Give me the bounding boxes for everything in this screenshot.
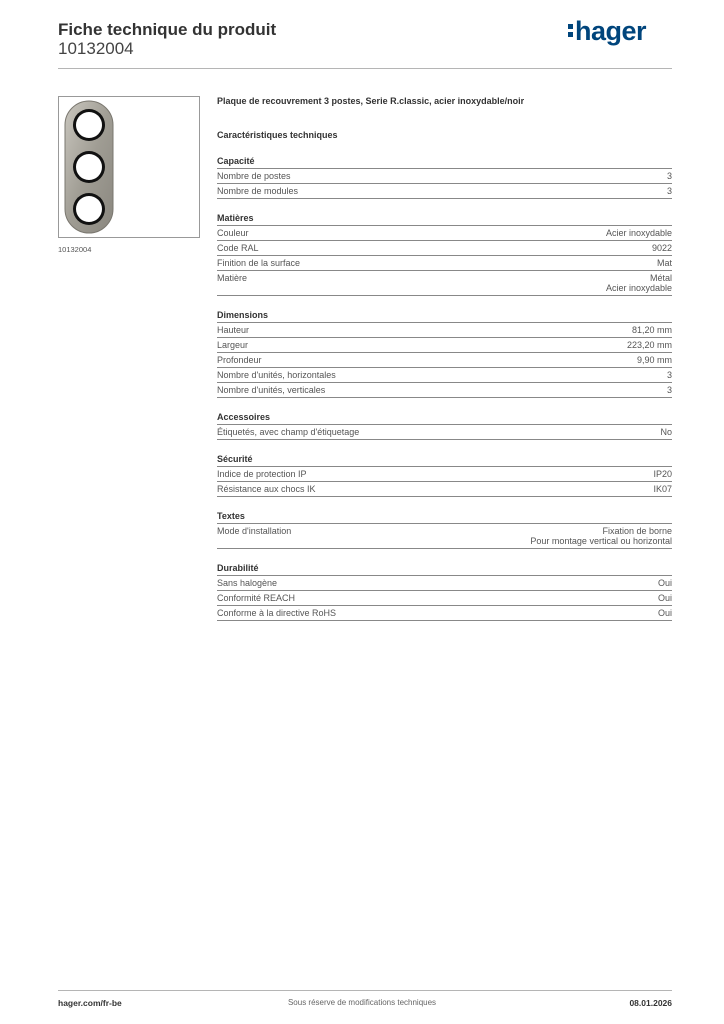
spec-value-line: 3 bbox=[666, 370, 672, 380]
footer-disclaimer: Sous réserve de modifications techniques bbox=[287, 998, 437, 1007]
section-title: Accessoires bbox=[217, 412, 672, 425]
spec-value bbox=[667, 385, 672, 395]
spec-value-line: IK07 bbox=[653, 484, 672, 494]
section-title: Matières bbox=[217, 213, 672, 226]
spec-value-line: Fixation de borne bbox=[602, 526, 672, 536]
footer-website[interactable]: hager.com/fr-be bbox=[58, 998, 122, 1008]
spec-value bbox=[658, 578, 672, 588]
spec-label: Nombre de postes bbox=[217, 171, 291, 181]
spec-label: Nombre de modules bbox=[217, 186, 299, 196]
spec-value bbox=[657, 258, 672, 268]
spec-label: Étiquetés, avec champ d'étiquetage bbox=[217, 427, 360, 437]
spec-value bbox=[660, 427, 672, 437]
spec-label: Nombre d'unités, horizontales bbox=[217, 370, 336, 380]
spec-value bbox=[667, 171, 672, 181]
spec-row bbox=[217, 524, 672, 549]
spec-value-line: 3 bbox=[666, 385, 672, 395]
spec-label: Profondeur bbox=[217, 355, 262, 365]
spec-value bbox=[606, 228, 672, 238]
spec-label: Résistance aux chocs IK bbox=[217, 484, 316, 494]
spec-row bbox=[217, 241, 672, 256]
spec-label: Conformité REACH bbox=[217, 593, 296, 603]
spec-section bbox=[217, 310, 672, 398]
spec-row bbox=[217, 591, 672, 606]
section-title: Sécurité bbox=[217, 454, 672, 467]
spec-row bbox=[217, 425, 672, 440]
cover-plate-3-gang-icon bbox=[59, 97, 199, 237]
spec-value-line: Pour montage vertical ou horizontal bbox=[530, 536, 672, 546]
spec-value-line: Métal bbox=[649, 273, 672, 283]
spec-row bbox=[217, 256, 672, 271]
spec-value-line: 3 bbox=[666, 171, 672, 181]
specs-heading: Caractéristiques techniques bbox=[217, 130, 338, 140]
spec-row bbox=[217, 323, 672, 338]
footer-divider bbox=[58, 990, 672, 991]
spec-row bbox=[217, 482, 672, 497]
logo-dots-icon bbox=[568, 21, 573, 40]
spec-value-line: Oui bbox=[657, 593, 672, 603]
spec-row bbox=[217, 271, 672, 296]
spec-row bbox=[217, 576, 672, 591]
spec-value-line: Oui bbox=[657, 608, 672, 618]
section-title: Dimensions bbox=[217, 310, 672, 323]
spec-label: Largeur bbox=[217, 340, 249, 350]
spec-row bbox=[217, 606, 672, 621]
spec-row bbox=[217, 184, 672, 199]
spec-row bbox=[217, 383, 672, 398]
spec-section bbox=[217, 454, 672, 497]
spec-value-line: No bbox=[660, 427, 672, 437]
specifications-content bbox=[217, 96, 672, 635]
product-reference: 10132004 bbox=[58, 39, 134, 58]
spec-value-line: Acier inoxydable bbox=[605, 283, 672, 293]
spec-value bbox=[653, 484, 672, 494]
brand-logo-text: hager bbox=[575, 16, 647, 46]
spec-value bbox=[652, 243, 672, 253]
spec-row bbox=[217, 368, 672, 383]
spec-label: Sans halogène bbox=[217, 578, 278, 588]
spec-section bbox=[217, 156, 672, 199]
spec-label: Mode d'installation bbox=[217, 526, 292, 536]
spec-row bbox=[217, 467, 672, 482]
spec-label: Nombre d'unités, verticales bbox=[217, 385, 326, 395]
spec-label: Couleur bbox=[217, 228, 249, 238]
section-title: Textes bbox=[217, 511, 672, 524]
spec-value bbox=[667, 186, 672, 196]
brand-logo bbox=[568, 16, 646, 47]
header-divider bbox=[58, 68, 672, 69]
product-image bbox=[58, 96, 200, 238]
spec-value-line: Acier inoxydable bbox=[605, 228, 672, 238]
spec-label: Conforme à la directive RoHS bbox=[217, 608, 337, 618]
spec-section bbox=[217, 213, 672, 296]
spec-value-line: Mat bbox=[656, 258, 672, 268]
spec-label: Finition de la surface bbox=[217, 258, 301, 268]
spec-value bbox=[530, 526, 672, 546]
spec-value bbox=[627, 340, 672, 350]
spec-value-line: 3 bbox=[666, 186, 672, 196]
spec-value-line: 9022 bbox=[651, 243, 672, 253]
page-title: Fiche technique du produit bbox=[58, 20, 277, 39]
image-caption: 10132004 bbox=[58, 245, 92, 254]
spec-value bbox=[653, 469, 672, 479]
spec-row bbox=[217, 169, 672, 184]
spec-label: Matière bbox=[217, 273, 248, 283]
spec-value-line: 223,20 mm bbox=[626, 340, 672, 350]
spec-value bbox=[667, 370, 672, 380]
spec-value bbox=[606, 273, 672, 293]
footer-date: 08.01.2026 bbox=[629, 998, 672, 1008]
spec-section bbox=[217, 511, 672, 549]
section-title: Capacité bbox=[217, 156, 672, 169]
spec-label: Code RAL bbox=[217, 243, 259, 253]
spec-label: Indice de protection IP bbox=[217, 469, 307, 479]
spec-value bbox=[658, 608, 672, 618]
spec-value-line: IP20 bbox=[653, 469, 672, 479]
spec-row bbox=[217, 226, 672, 241]
spec-label: Hauteur bbox=[217, 325, 250, 335]
spec-sections bbox=[217, 156, 672, 621]
spec-value bbox=[658, 593, 672, 603]
spec-value-line: 9,90 mm bbox=[636, 355, 672, 365]
spec-value bbox=[632, 325, 672, 335]
spec-row bbox=[217, 338, 672, 353]
section-title: Durabilité bbox=[217, 563, 672, 576]
product-description: Plaque de recouvrement 3 postes, Serie R.classic, acier inoxydable/noir bbox=[217, 96, 525, 106]
spec-row bbox=[217, 353, 672, 368]
spec-section bbox=[217, 563, 672, 621]
spec-value-line: Oui bbox=[657, 578, 672, 588]
spec-value-line: 81,20 mm bbox=[631, 325, 672, 335]
spec-section bbox=[217, 412, 672, 440]
spec-value bbox=[637, 355, 672, 365]
